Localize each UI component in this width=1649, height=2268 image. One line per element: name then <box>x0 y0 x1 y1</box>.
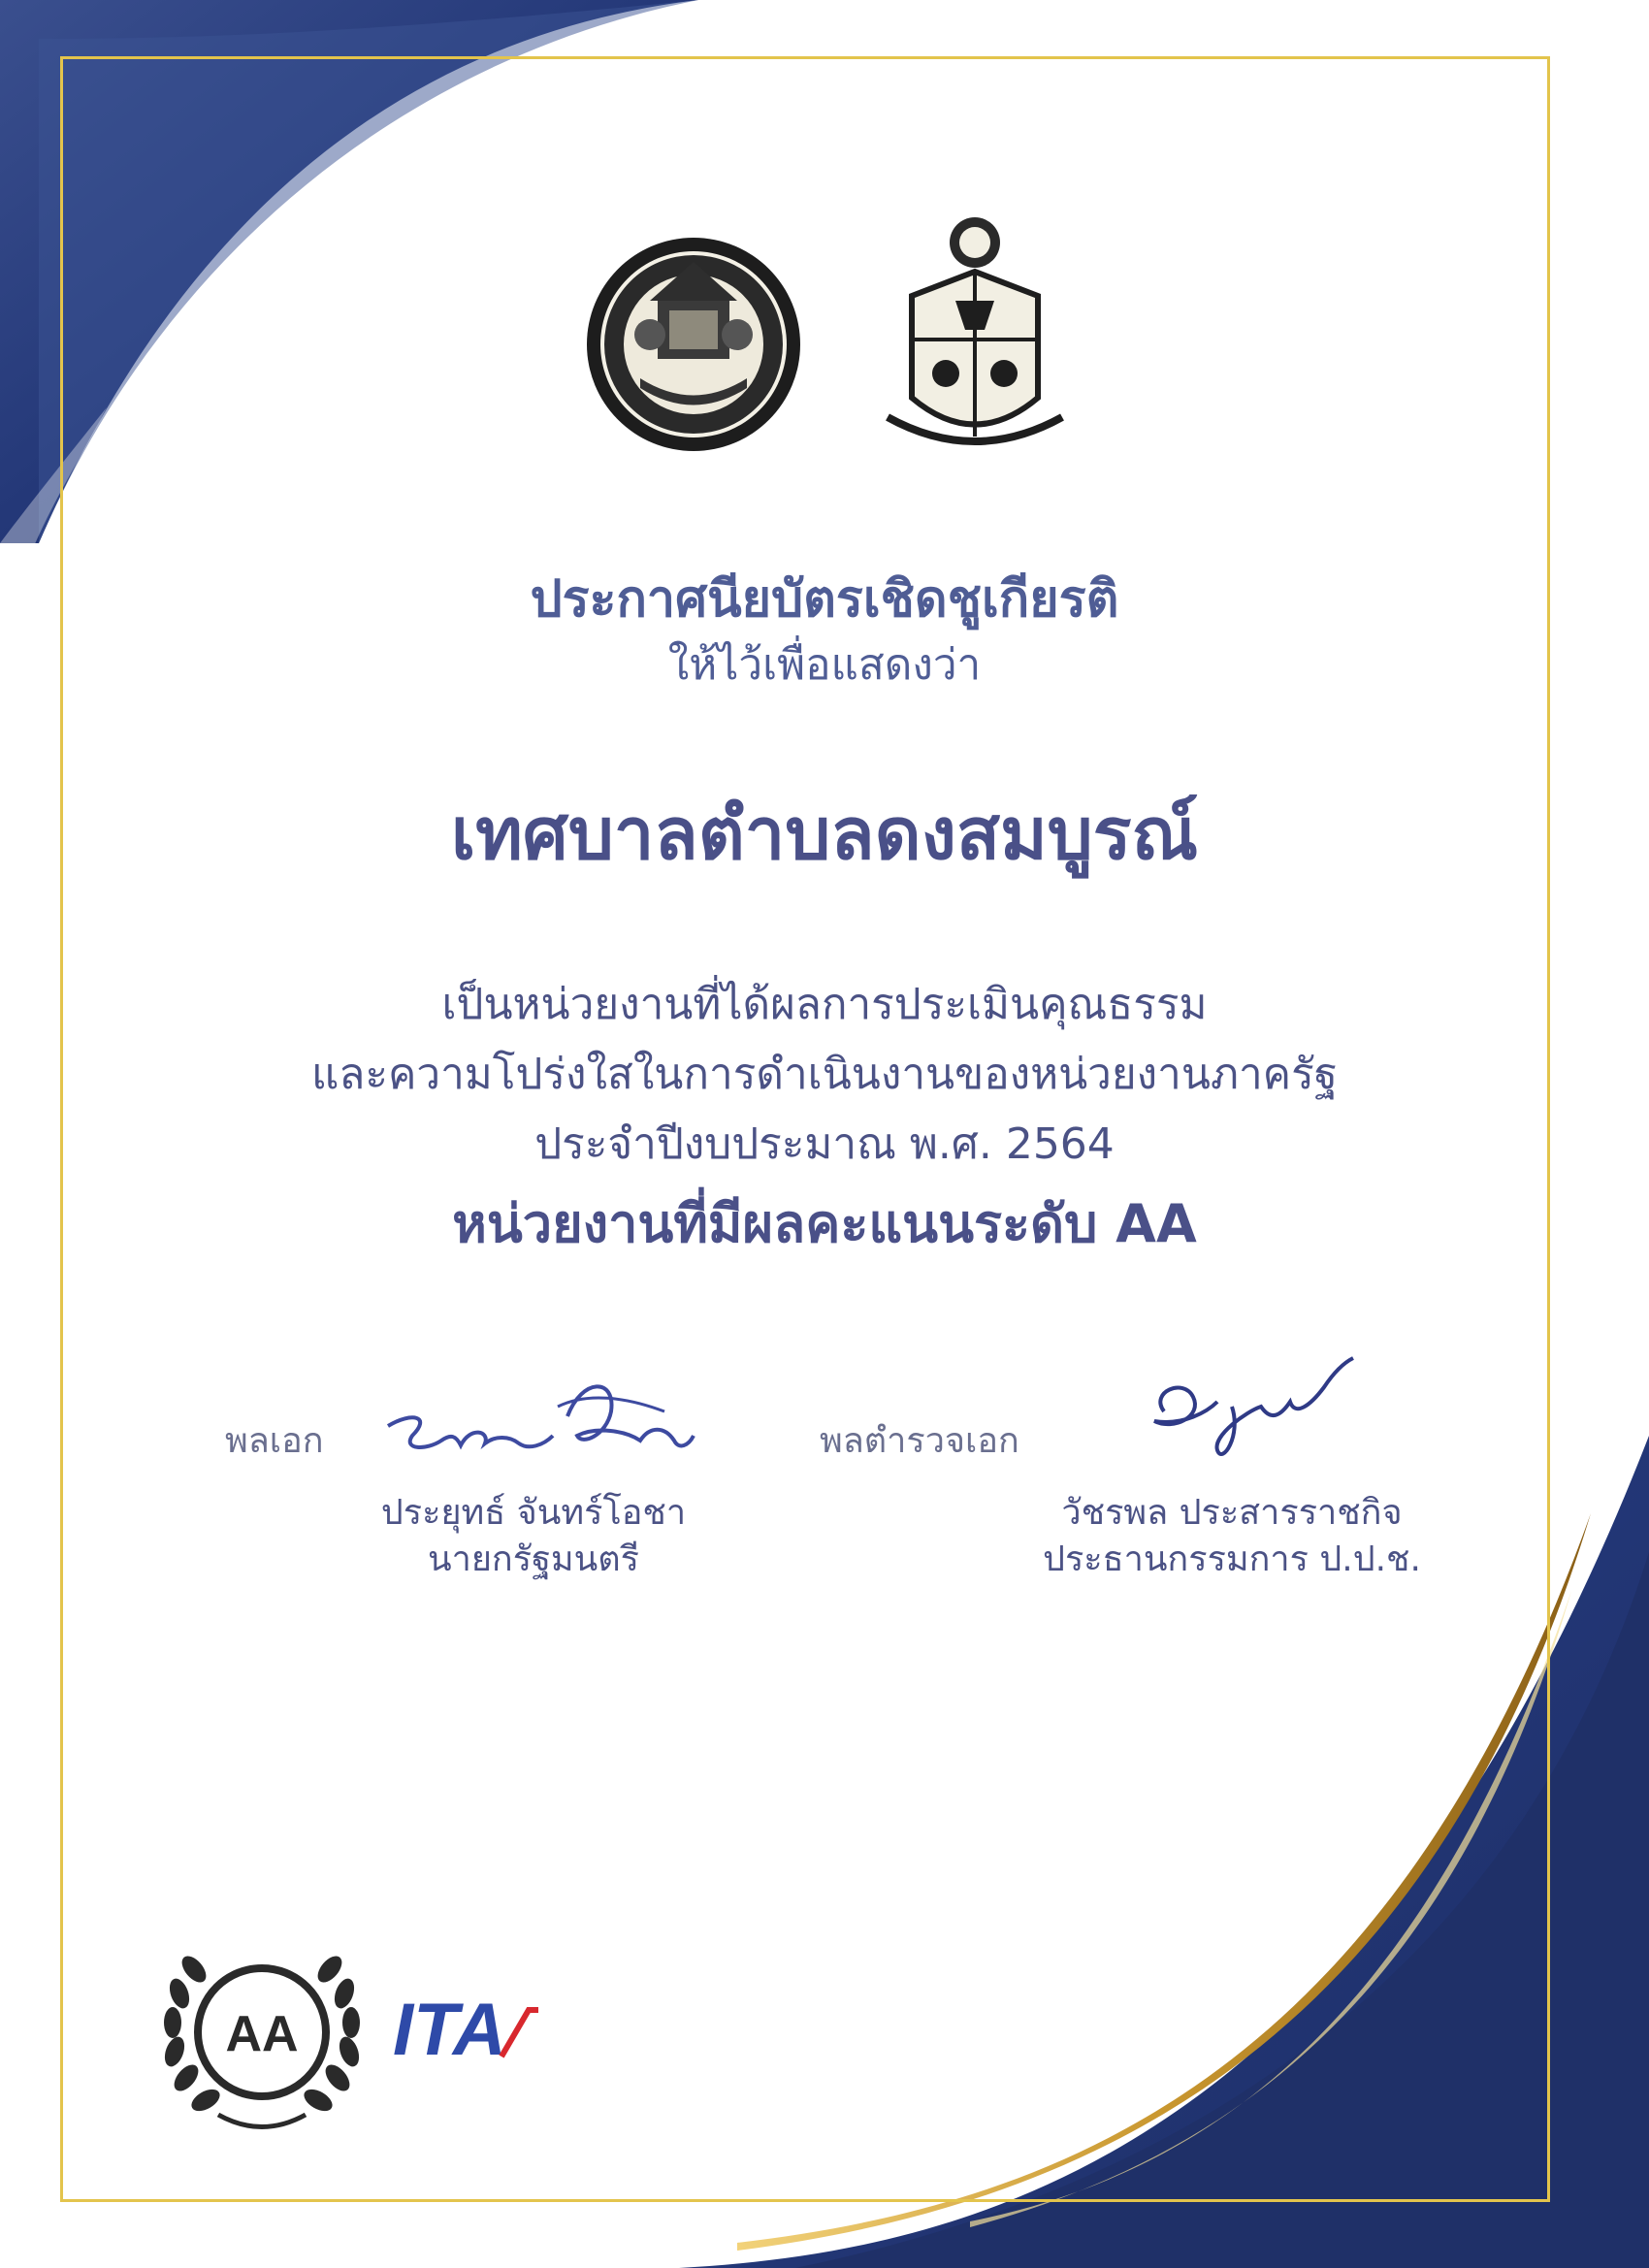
body-line-1: เป็นหน่วยงานที่ได้ผลการประเมินคุณธรรม <box>441 980 1208 1029</box>
aa-badge-text: AA <box>225 2006 299 2062</box>
signatory-1-name: ประยุทธ์ จันทร์โอชา <box>380 1493 687 1533</box>
body-line-3: ประจำปีงบประมาณ พ.ศ. 2564 <box>534 1119 1115 1169</box>
certificate-subtitle: ให้ไว้เพื่อแสดงว่า <box>667 640 982 690</box>
body-line-2: และความโปร่งใสในการดำเนินงานของหน่วยงานภาครัฐ <box>311 1050 1338 1099</box>
emblems-row <box>0 204 1649 466</box>
ita-logo <box>393 1989 587 2066</box>
government-seal-icon <box>582 233 805 456</box>
certificate-title: ประกาศนียบัตรเชิดชูเกียรติ <box>530 570 1119 629</box>
score-level-line: หน่วยงานที่มีผลคะแนนระดับ AA <box>452 1193 1197 1254</box>
organization-name: เทศบาลตำบลดงสมบูรณ์ <box>450 793 1199 876</box>
aa-laurel-badge <box>146 1930 378 2144</box>
signatory-2-name: วัชรพล ประสารราชกิจ <box>1061 1493 1403 1533</box>
signatory-2-signature <box>1125 1353 1368 1479</box>
signatory-2-rank: พลตำรวจเอก <box>820 1421 1019 1461</box>
signatory-2-position: ประธานกรรมการ ป.ป.ช. <box>1043 1539 1421 1579</box>
signatory-1-signature <box>373 1358 703 1484</box>
signatory-1-rank: พลเอก <box>225 1421 324 1461</box>
signatory-1-position: นายกรัฐมนตรี <box>428 1539 639 1579</box>
nacc-emblem-icon <box>873 204 1077 470</box>
ita-logo-text: ITA <box>393 1989 506 2066</box>
